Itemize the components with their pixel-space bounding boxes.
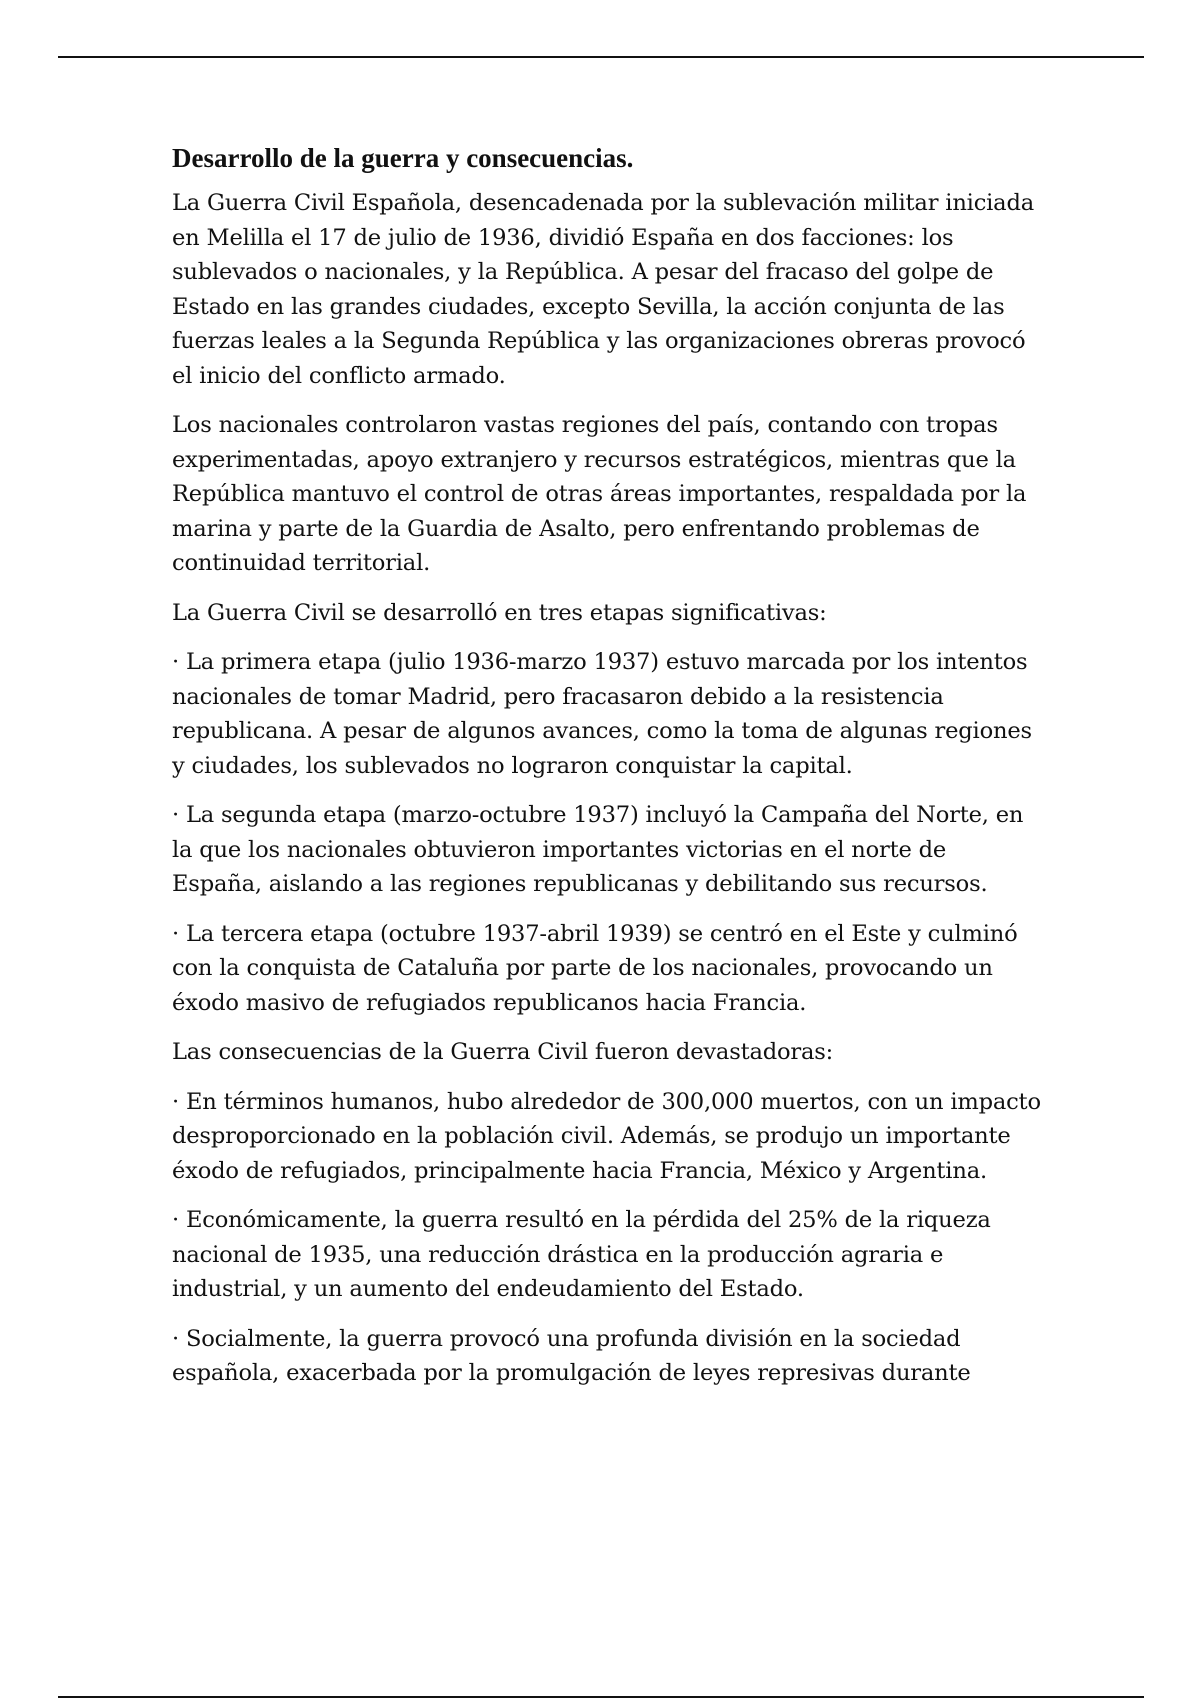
bullet-third-stage: · La tercera etapa (octubre 1937-abril 1939) se centró en el Este y culminó con la conquista de Cataluña por parte de los nacionales, provocando un éxodo masivo de refugiados republicanos hacia Francia. (172, 920, 1018, 1016)
paragraph-factions: Los nacionales controlaron vastas regiones del país, contando con tropas experimentadas, apoyo extranjero y recursos estratégicos, mientras que la República mantuvo el control de otras áreas importantes, respaldada por la marina y parte de la Guardia de Asalto, pero enfrentando problemas de continuidad territorial. (172, 412, 1027, 576)
document-body (172, 140, 1042, 1406)
bullet-first-stage: · La primera etapa (julio 1936-marzo 1937) estuvo marcada por los intentos nacionales de tomar Madrid, pero fracasaron debido a la resistencia republicana. A pesar de algunos avances, como la toma de algunas regiones y ciudades, los sublevados no lograron conquistar la capital. (172, 649, 1032, 779)
paragraph-stages-intro: La Guerra Civil se desarrolló en tres etapas significativas: (172, 599, 827, 626)
bottom-rule (58, 1696, 1144, 1698)
bullet-social-consequences: · Socialmente, la guerra provocó una profunda división en la sociedad española, exacerbada por la promulgación de leyes represivas durante (172, 1325, 971, 1386)
bullet-human-consequences: · En términos humanos, hubo alrededor de 300,000 muertos, con un impacto desproporcionado en la población civil. Además, se produjo un importante éxodo de refugiados, principalmente hacia Francia, México y Argentina. (172, 1088, 1041, 1184)
paragraph-consequences-intro: Las consecuencias de la Guerra Civil fueron devastadoras: (172, 1039, 834, 1065)
bullet-economic-consequences: · Económicamente, la guerra resultó en la pérdida del 25% de la riqueza nacional de 1935, una reducción drástica en la producción agraria e industrial, y un aumento del endeudamiento del Estado. (172, 1207, 991, 1302)
top-rule (58, 56, 1144, 58)
paragraph-intro: La Guerra Civil Española, desencadenada por la sublevación militar iniciada en Melilla el 17 de julio de 1936, dividió España en dos facciones: los sublevados o nacionales, y la República. A pesar del fracaso del golpe de Estado en las grandes ciudades, excepto Sevilla, la acción conjunta de las fuerzas leales a la Segunda República y las organizaciones obreras provocó el inicio del conflicto armado. (172, 190, 1034, 389)
bullet-second-stage: · La segunda etapa (marzo-octubre 1937) incluyó la Campaña del Norte, en la que los nacionales obtuvieron importantes victorias en el norte de España, aislando a las regiones republicanas y debilitando sus recursos. (172, 802, 1024, 897)
section-title: Desarrollo de la guerra y consecuencias. (172, 143, 634, 173)
